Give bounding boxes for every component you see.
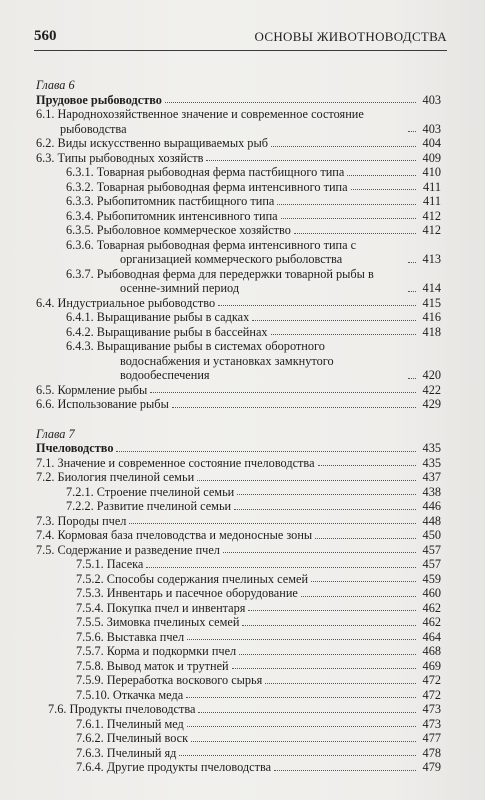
running-head bbox=[34, 28, 447, 51]
toc-entry-7-4[interactable]: 7.4. Кормовая база пчеловодства и медоносные зоны 450 bbox=[36, 528, 441, 542]
toc-entry-6-5[interactable]: 6.5. Кормление рыбы 422 bbox=[36, 382, 441, 397]
toc-entry-7-5-7[interactable]: 7.5.7. Корма и подкормки пчел 468 bbox=[76, 644, 441, 658]
toc-entry-7-6-4[interactable]: 7.6.4. Другие продукты пчеловодства 479 bbox=[76, 760, 441, 774]
toc-entry-ch6-title[interactable]: Прудовое рыбоводство 403 bbox=[36, 92, 441, 107]
toc-entry-7-5-9[interactable]: 7.5.9. Переработка воскового сырья 472 bbox=[76, 673, 441, 687]
toc-entry-7-6-3[interactable]: 7.6.3. Пчелиный яд 478 bbox=[76, 745, 441, 760]
table-of-contents bbox=[36, 78, 441, 775]
toc-entry-6-2[interactable]: 6.2. Виды искусственно выращиваемых рыб 404 bbox=[36, 136, 441, 150]
toc-entry-6-3-1[interactable]: 6.3.1. Товарная рыбоводная ферма пастбищного типа 410 bbox=[66, 165, 441, 179]
toc-entry-7-2-1[interactable]: 7.2.1. Строение пчелиной семьи 438 bbox=[66, 484, 441, 499]
toc-entry-6-3[interactable]: 6.3. Типы рыбоводных хозяйств 409 bbox=[36, 150, 441, 165]
toc-entry-7-2-2[interactable]: 7.2.2. Развитие пчелиной семьи 446 bbox=[66, 499, 441, 513]
toc-entry-6-3-2[interactable]: 6.3.2. Товарная рыбоводная ферма интенсивного типа 411 bbox=[66, 179, 441, 194]
toc-entry-7-5-8[interactable]: 7.5.8. Вывод маток и трутней 469 bbox=[76, 658, 441, 673]
toc-entry-7-5-2[interactable]: 7.5.2. Способы содержания пчелиных семей 459 bbox=[76, 571, 441, 586]
toc-entry-7-1[interactable]: 7.1. Значение и современное состояние пчеловодства 435 bbox=[36, 455, 441, 470]
toc-entry-7-6-1[interactable]: 7.6.1. Пчелиный мед 473 bbox=[76, 716, 441, 731]
toc-entry-6-4-3[interactable]: 6.4.3. Выращивание рыбы в системах оборотного водоснабжения и установках замкнутого водообеспечения 420 bbox=[66, 339, 441, 382]
toc-entry-6-3-6[interactable]: 6.3.6. Товарная рыбоводная ферма интенсивного типа с организацией коммерческого рыболовства 413 bbox=[66, 237, 441, 266]
toc-entry-7-5-3[interactable]: 7.5.3. Инвентарь и пасечное оборудование 460 bbox=[76, 586, 441, 600]
chapter-7-label: Глава 7 bbox=[36, 426, 75, 441]
page-number: 560 bbox=[34, 28, 57, 44]
toc-entry-7-3[interactable]: 7.3. Породы пчел 448 bbox=[36, 513, 441, 528]
toc-entry-6-3-5[interactable]: 6.3.5. Рыболовное коммерческое хозяйство 412 bbox=[66, 223, 441, 237]
toc-entry-6-4[interactable]: 6.4. Индустриальное рыбоводство 415 bbox=[36, 295, 441, 310]
toc-entry-6-1[interactable]: 6.1. Народнохозяйственное значение и современное состояние рыбоводства 403 bbox=[36, 107, 441, 136]
toc-entry-ch7-title[interactable]: Пчеловодство 435 bbox=[36, 441, 441, 455]
book-title: ОСНОВЫ ЖИВОТНОВОДСТВА bbox=[254, 29, 447, 44]
toc-entry-6-3-3[interactable]: 6.3.3. Рыбопитомник пастбищного типа 411 bbox=[66, 194, 441, 208]
toc-entry-6-4-1[interactable]: 6.4.1. Выращивание рыбы в садках 416 bbox=[66, 310, 441, 324]
toc-entry-7-5-6[interactable]: 7.5.6. Выставка пчел 464 bbox=[76, 629, 441, 644]
toc-entry-7-5-4[interactable]: 7.5.4. Покупка пчел и инвентаря 462 bbox=[76, 600, 441, 615]
toc-entry-6-3-4[interactable]: 6.3.4. Рыбопитомник интенсивного типа 412 bbox=[66, 208, 441, 223]
toc-entry-7-5-5[interactable]: 7.5.5. Зимовка пчелиных семей 462 bbox=[76, 615, 441, 629]
toc-entry-6-4-2[interactable]: 6.4.2. Выращивание рыбы в бассейнах 418 bbox=[66, 324, 441, 339]
toc-entry-7-5[interactable]: 7.5. Содержание и разведение пчел 457 bbox=[36, 542, 441, 557]
toc-entry-7-5-10[interactable]: 7.5.10. Откачка меда 472 bbox=[76, 687, 441, 702]
toc-entry-7-5-1[interactable]: 7.5.1. Пасека 457 bbox=[76, 557, 441, 571]
toc-entry-7-6[interactable]: 7.6. Продукты пчеловодства 473 bbox=[48, 702, 441, 716]
toc-entry-7-6-2[interactable]: 7.6.2. Пчелиный воск 477 bbox=[76, 731, 441, 745]
chapter-6-label: Глава 6 bbox=[36, 78, 75, 92]
toc-entry-7-2[interactable]: 7.2. Биология пчелиной семьи 437 bbox=[36, 470, 441, 484]
toc-entry-6-6[interactable]: 6.6. Использование рыбы 429 bbox=[36, 397, 441, 411]
toc-entry-6-3-7[interactable]: 6.3.7. Рыбоводная ферма для передержки товарной рыбы в осенне-зимний период 414 bbox=[66, 266, 441, 295]
